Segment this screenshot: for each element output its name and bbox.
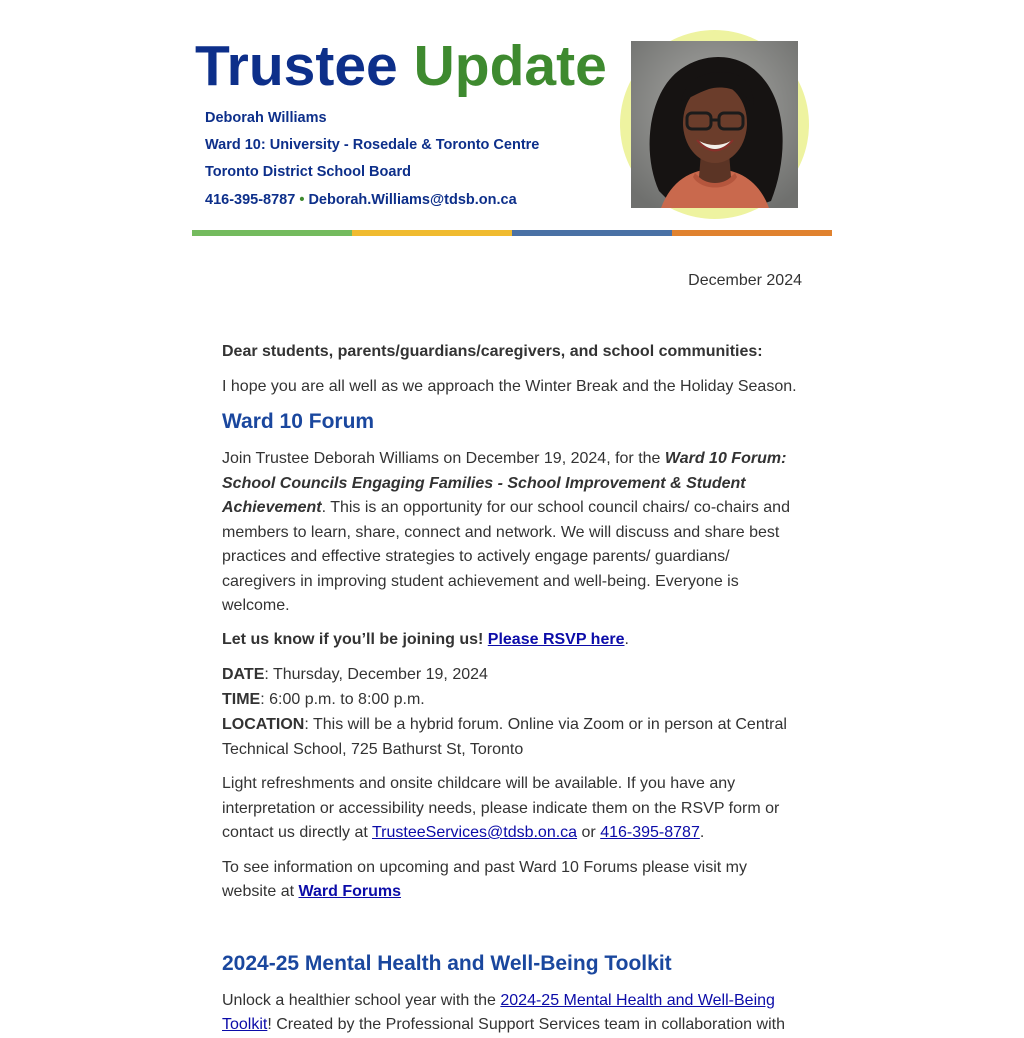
refresh-text: Light refreshments and onsite childcare will be available. If you have any interpretation or accessibility needs, please indicate them on the RSVP form or contact us directly at [222, 775, 780, 841]
refreshments-paragraph [222, 772, 802, 846]
newsletter-title [195, 33, 607, 99]
trustee-photo [631, 41, 798, 208]
intro-paragraph: I hope you are all well as we approach the Winter Break and the Holiday Season. [222, 377, 797, 395]
color-divider-bar [192, 230, 832, 236]
title-trustee: Trustee [195, 34, 398, 98]
toolkit-link[interactable]: 2024-25 Mental Health and Well-Being Toolkit [222, 991, 775, 1033]
bar-orange [672, 230, 832, 236]
toolkit-text-end: ! Created by the Professional Support Services team in collaboration with [267, 1016, 785, 1033]
bar-blue [512, 230, 672, 236]
board-name: Toronto District School Board [205, 164, 411, 180]
location-label: LOCATION [222, 716, 305, 733]
greeting: Dear students, parents/guardians/caregivers, and school communities: [222, 343, 763, 360]
ward-name: Ward 10: University - Rosedale & Toronto Centre [205, 137, 540, 153]
time-value: : 6:00 p.m. to 8:00 p.m. [260, 691, 425, 708]
contact-email: Deborah.Williams@tdsb.on.ca [308, 192, 517, 208]
newsletter-header [192, 0, 832, 240]
separator-dot: • [299, 192, 305, 208]
rsvp-text: Let us know if you’ll be joining us! [222, 630, 488, 648]
date-label: DATE [222, 666, 265, 683]
forum-description [222, 447, 802, 619]
toolkit-paragraph [222, 989, 802, 1038]
location-value: : This will be a hybrid forum. Online via Zoom or in person at Central Technical School, 725 Bathurst St, Toronto [222, 716, 787, 758]
past-forums-paragraph [222, 856, 802, 905]
title-update: Update [413, 34, 607, 98]
event-details [222, 662, 802, 762]
bar-green [192, 230, 352, 236]
newsletter-body [222, 340, 802, 1038]
trustee-name: Deborah Williams [205, 110, 327, 126]
forum-event-name: Ward 10 Forum: School Councils Engaging Families - School Improvement & Student Achievement [222, 450, 787, 516]
forum-desc-end: . This is an opportunity for our school council chairs/ co-chairs and members to learn, share, connect and network. We will discuss and share best practices and effective strategies to actively engage parents/ guardians/ caregivers in improving student achievement and well-being. Everyone is welcome. [222, 499, 790, 614]
time-label: TIME [222, 691, 261, 708]
trustee-services-email-link[interactable]: TrusteeServices@tdsb.on.ca [372, 824, 578, 841]
forum-heading: Ward 10 Forum [222, 410, 375, 433]
date-value: : Thursday, December 19, 2024 [264, 666, 488, 683]
phone-link[interactable]: 416-395-8787 [600, 824, 700, 841]
toolkit-text: Unlock a healthier school year with the [222, 991, 501, 1009]
newsletter-date: December 2024 [688, 272, 802, 289]
forum-desc-start: Join Trustee Deborah Williams on December 19, 2024, for the [222, 450, 665, 467]
rsvp-end: . [624, 630, 629, 648]
ward-forums-link[interactable]: Ward Forums [298, 883, 402, 900]
refresh-end: . [699, 824, 705, 841]
rsvp-line [222, 628, 802, 653]
toolkit-heading: 2024-25 Mental Health and Well-Being Toolkit [222, 951, 672, 975]
rsvp-link[interactable]: Please RSVP here [487, 630, 625, 648]
bar-yellow [352, 230, 512, 236]
refresh-or: or [577, 824, 601, 841]
past-text: To see information on upcoming and past Ward 10 Forums please visit my website at [222, 858, 747, 900]
portrait-image [631, 41, 798, 208]
contact-phone: 416-395-8787 [205, 192, 296, 208]
avatar-ring [620, 30, 809, 219]
contact-line [205, 191, 517, 209]
